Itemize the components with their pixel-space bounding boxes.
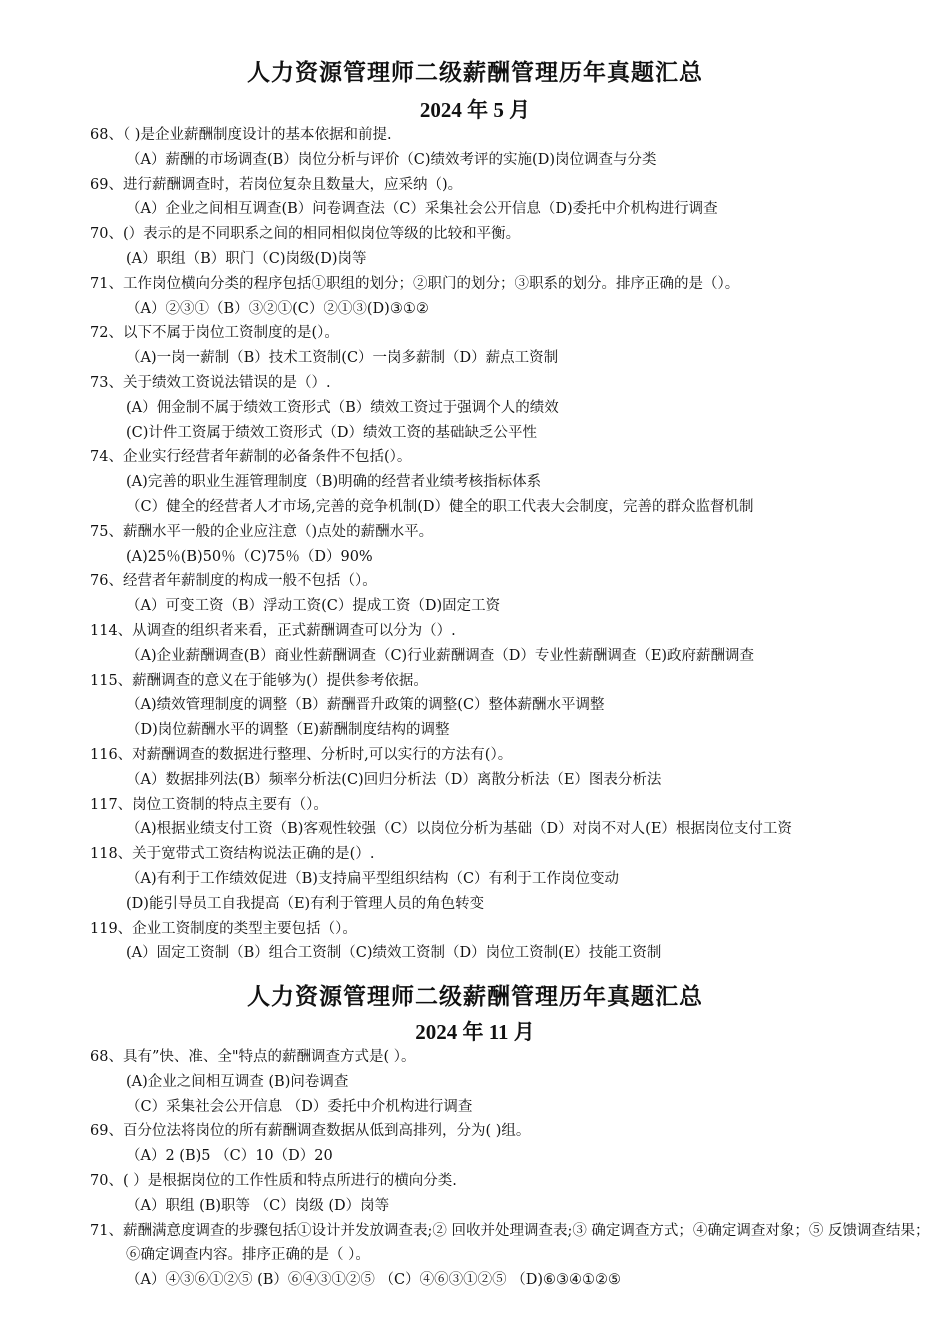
question-line: 72、以下不属于岗位工资制度的是(）。 [90,325,339,342]
question-line: 71、薪酬满意度调查的步骤包括①设计并发放调查表;② 回收并处理调查表;③ 确定调查方式；④确定调查对象；⑤ 反馈调查结果；⑥确定调查内容。排序正确的是（ ）。 [90,1222,930,1264]
answer-options: （A）企业之间相互调查(B）问卷调查法（C）采集社会公开信息（D)委托中介机构进行调查 [126,201,718,218]
answer-options: (A)25％(B)50％（C)75％（D）90% [126,548,373,565]
question-line: 116、对薪酬调查的数据进行整理、分析时,可以实行的方法有(）。 [90,746,513,763]
question-line: 70、(）表示的是不同职系之间的相同相似岗位等级的比较和平衡。 [90,226,521,243]
answer-options: (A)完善的职业生涯管理制度（B)明确的经营者业绩考核指标体系 [126,474,542,491]
question-line: 75、薪酬水平一般的企业应注意（)点处的薪酬水平。 [90,523,434,540]
answer-options: （A）可变工资（B）浮动工资(C）提成工资（D)固定工资 [126,598,501,615]
section1-subtitle: 2024 年 5 月 [419,98,531,122]
answer-options: (D)能引导员工自我提高（E)有利于管理人员的角色转变 [126,895,485,912]
answer-options: （A)有利于工作绩效促进（B)支持扁平型组织结构（C）有利于工作岗位变动 [126,870,620,887]
question-line: 70、( ）是根据岗位的工作性质和特点所进行的横向分类. [90,1172,457,1189]
question-line: 119、企业工资制度的类型主要包括（）。 [90,920,357,937]
question-line: 76、经营者年薪制度的构成一般不包括（）。 [90,573,377,590]
answer-options: （C）采集社会公开信息 （D）委托中介机构进行调查 [126,1098,473,1115]
question-line: 69、百分位法将岗位的所有薪酬调查数据从低到高排列，分为( )组。 [90,1123,531,1140]
question-line: 69、进行薪酬调查时，若岗位复杂且数量大，应采纳（)。 [90,176,463,193]
section1-questions [90,123,930,966]
question-line: 68、具有”快、准、全"特点的薪酬调查方式是( ）。 [90,1049,416,1065]
question-line: 114、从调查的组织者来看，正式薪酬调查可以分为（）. [90,622,456,639]
answer-options: （A）数据排列法(B）频率分析法(C)回归分析法（D）离散分析法（E）图表分析法 [126,771,662,788]
question-line: 74、企业实行经营者年薪制的必备条件不包括(）。 [90,449,412,466]
question-line: 68、（ )是企业薪酬制度设计的基本依据和前提. [90,127,392,143]
answer-options: (A）固定工资制（B）组合工资制（C)绩效工资制（D）岗位工资制(E）技能工资制 [126,945,662,962]
section2-questions [90,1045,930,1293]
answer-options: （C）健全的经营者人才市场,完善的竞争机制(D）健全的职工代表大会制度，完善的群众监督机制 [126,498,754,515]
answer-options: （D)岗位薪酬水平的调整（E)薪酬制度结构的调整 [126,722,450,739]
answer-options: （A)根据业绩支付工资（B)客观性较强（C）以岗位分析为基础（D）对岗不对人(E）根据岗位支付工资 [126,821,792,838]
answer-options: （A）职组 (B)职等 （C）岗级 (D）岗等 [126,1197,390,1214]
answer-options: (A）职组（B）职门（C)岗级(D)岗等 [126,250,367,267]
answer-options: （A）2 (B)5 （C）10（D）20 [126,1148,333,1165]
answer-options: （A)一岗一薪制（B）技术工资制(C）一岗多薪制（D）薪点工资制 [126,350,559,367]
section1-title: 人力资源管理师二级薪酬管理历年真题汇总 [247,60,703,86]
section2-title: 人力资源管理师二级薪酬管理历年真题汇总 [247,984,703,1010]
answer-options: （A）②③①（B）③②①(C）②①③(D)③①② [126,300,429,317]
answer-options: （A）④③⑥①②⑤ (B）⑥④③①②⑤ （C）④⑥③①②⑤ （D)⑥③④①②⑤ [126,1272,621,1289]
question-line: 115、薪酬调查的意义在于能够为(）提供参考依据。 [90,672,428,689]
question-line: 117、岗位工资制的特点主要有（）。 [90,796,328,813]
answer-options: (A）佣金制不属于绩效工资形式（B）绩效工资过于强调个人的绩效 [126,399,559,416]
section2-subtitle: 2024 年 11 月 [415,1020,535,1044]
question-line: 71、工作岗位横向分类的程序包括①职组的划分；②职门的划分；③职系的划分。排序正确的是（）。 [90,275,740,292]
answer-options: (A)企业之间相互调查 (B)问卷调查 [126,1073,349,1090]
answer-options: （A）薪酬的市场调查(B）岗位分析与评价（C)绩效考评的实施(D)岗位调查与分类 [126,151,657,168]
answer-options: （A)企业薪酬调查(B）商业性薪酬调查（C)行业薪酬调查（D）专业性薪酬调查（E)政府薪酬调查 [126,647,755,664]
answer-options: （A)绩效管理制度的调整（B）薪酬晋升政策的调整(C）整体薪酬水平调整 [126,697,605,714]
question-line: 73、关于绩效工资说法错误的是（）. [90,374,331,391]
answer-options: (C)计件工资属于绩效工资形式（D）绩效工资的基础缺乏公平性 [126,424,538,441]
question-line: 118、关于宽带式工资结构说法正确的是(）. [90,846,375,863]
